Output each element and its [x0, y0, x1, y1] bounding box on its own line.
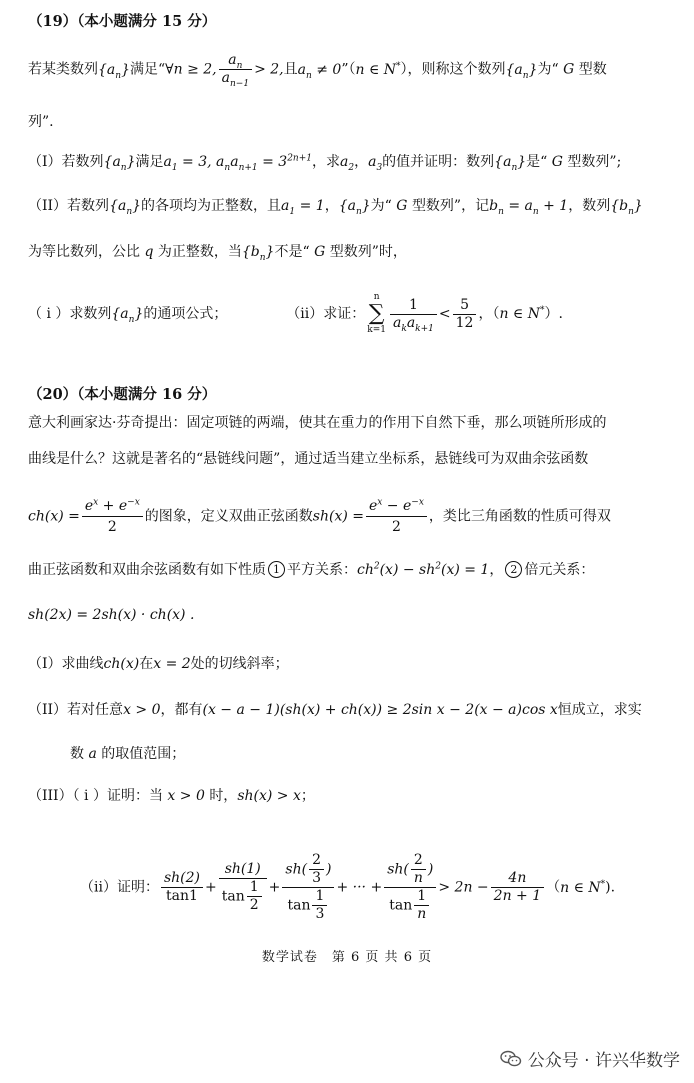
q20-text-2: 曲线是什么？这就是著名的“悬链线问题”，通过适当建立坐标系，悬链线可为双曲余弦函数: [28, 451, 589, 467]
q20-text-4: 曲正弦函数和双曲余弦函数有如下性质 1 平方关系：$ch^2(x) - sh^2(x) = 1$， 2 倍元关系：: [28, 561, 595, 578]
q20-text-1: 意大利画家达·芬奇提出：固定项链的两端，使其在重力的作用下自然下垂，那么项链所形成的: [28, 415, 607, 431]
wechat-icon: [500, 1050, 522, 1068]
q20-part1: （I）求曲线ch(x)在x = 2处的切线斜率；: [28, 656, 289, 672]
watermark: [500, 1046, 680, 1071]
q20-double-angle: sh(2x) = 2sh(x) · ch(x) .: [28, 607, 195, 623]
q19-heading: （19）（本小题满分 15 分）: [28, 13, 217, 30]
q20-heading: （20）（本小题满分 16 分）: [28, 386, 217, 403]
q20-part2: （II）若对任意x > 0，都有(x − a − 1)(sh(x) + ch(x)) ≥ 2sin x − 2(x − a)cos x恒成立，求实: [28, 702, 642, 718]
q19-part1: （I）若数列$\{a_n\}$满足$a_1 = 3$, $a_na_{n+1} = 3^{2n+1}$，求$a_2$，$a_3$的值并证明：数列$\{a_n\}$是“ G 型数列”;: [28, 153, 622, 173]
q19-part2: （II）若数列$\{a_n\}$的各项均为正整数，且$a_1 = 1$，$\{a_n\}$为“ G 型数列”，记$b_n = a_n + 1$，数列$\{b_n\}$: [28, 198, 643, 217]
q19-subparts: （ i ）求数列$\{a_n\}$的通项公式； （ii）求证： n ∑ k=1 $\frac{1}{a_ka_{k+1}}$ < $\frac{5}{12}$ ，（n ∈ N*）.: [28, 292, 563, 335]
watermark-text: 公众号 · 许兴华数学: [527, 1051, 680, 1071]
q20-part3: （III）（ i ）证明：当 x > 0 时，sh(x) > x；: [28, 788, 315, 804]
q20-text-3: ch(x) = $\frac{e^x + e^{-x}}{2}$ 的图象，定义双曲正弦函数sh(x) = $\frac{e^x - e^{-x}}{2}$ ，类比三角函数的性质可得双: [28, 497, 611, 535]
q19-part2-cont: 为等比数列，公比 q 为正整数，当$\{b_n\}$不是“ G 型数列”时，: [28, 244, 407, 263]
q19-intro-cont: 列”.: [28, 114, 54, 130]
q20-part3-ii: （ii）证明： $\frac{sh(2)}{\tan 1}$ + sh(1) tan $\frac{1}{2}$ + sh( $\frac{2}{3}$ ) tan $\frac{1}{3}$ + ··· + sh( $\frac{2}{n}$ ) tan $\frac{1}{n}$ > 2n − $\frac{4n}{2n + 1}$ （n ∈ N*).: [80, 852, 616, 922]
page-footer: 数学试卷 第 6 页 共 6 页: [261, 950, 433, 965]
q20-part2-cont: 数 a 的取值范围；: [70, 746, 186, 762]
q19-intro: 若某类数列$\{a_n\}$满足“∀n ≥ 2, $\frac{a_n}{a_{n-1}}$ > 2,且$a_n$ ≠ 0”（n ∈ N*），则称这个数列$\{a_n\}$为“ G 型数: [28, 52, 607, 89]
